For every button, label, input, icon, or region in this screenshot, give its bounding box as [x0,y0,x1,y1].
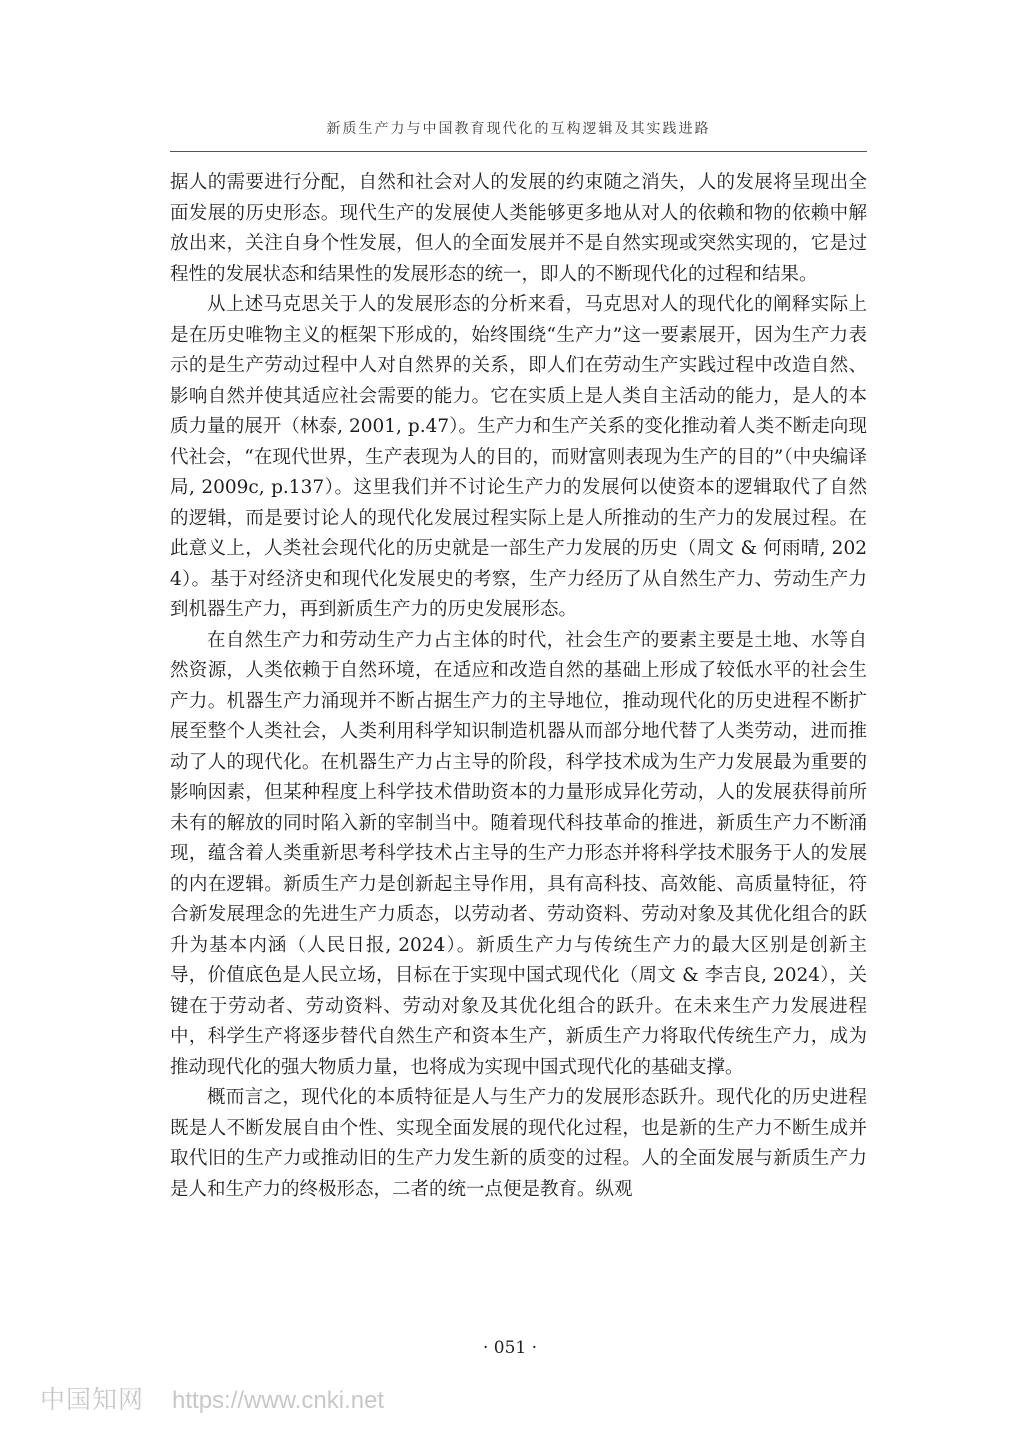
body-text [170,168,867,1205]
page-number: · 051 · [482,1338,538,1358]
paragraph-productivity-history: 在自然生产力和劳动生产力占主体的时代，社会生产的要素主要是土地、水等自然资源，人类依赖于自然环境，在适应和改造自然的基础上形成了较低水平的社会生产力。机器生产力涌现并不断占据生产力的主导地位，推动现代化的历史进程不断扩展至整个人类社会，人类利用科学知识制造机器从而部分地代替了人类劳动，进而推动了人的现代化。在机器生产力占主导的阶段，科学技术成为生产力发展最为重要的影响因素，但某种程度上科学技术借助资本的力量形成异化劳动，人的发展获得前所未有的解放的同时陷入新的宰制当中。随着现代科技革命的推进，新质生产力不断涌现，蕴含着人类重新思考科学技术占主导的生产力形态并将科学技术服务于人的发展的内在逻辑。新质生产力是创新起主导作用，具有高科技、高效能、高质量特征，符合新发展理念的先进生产力质态，以劳动者、劳动资料、劳动对象及其优化组合的跃升为基本内涵（人民日报, 2024）。新质生产力与传统生产力的最大区别是创新主导，价值底色是人民立场，目标在于实现中国式现代化（周文 & 李吉良, 2024），关键在于劳动者、劳动资料、劳动对象及其优化组合的跃升。在未来生产力发展进程中，科学生产将逐步替代自然生产和资本生产，新质生产力将取代传统生产力，成为推动现代化的强大物质力量，也将成为实现中国式现代化的基础支撑。 [170,629,867,1078]
cnki-url[interactable]: https://www.cnki.net [172,1387,385,1414]
paragraph-summary: 概而言之，现代化的本质特征是人与生产力的发展形态跃升。现代化的历史进程既是人不断发展自由个性、实现全面发展的现代化过程，也是新的生产力不断生成并取代旧的生产力或推动旧的生产力发生新的质变的过程。人的全面发展与新质生产力是人和生产力的终极形态，二者的统一点便是教育。纵观 [170,1087,867,1200]
cnki-logo: 中国知网 [40,1385,145,1414]
header-divider [170,151,867,152]
running-header: 新质生产力与中国教育现代化的互构逻辑及其实践进路 [326,121,711,137]
cnki-watermark [40,1380,384,1416]
paragraph-continued: 据人的需要进行分配，自然和社会对人的发展的约束随之消失，人的发展将呈现出全面发展的历史形态。现代生产的发展使人类能够更多地从对人的依赖和物的依赖中解放出来，关注自身个性发展，但人的全面发展并不是自然实现或突然实现的，它是过程性的发展状态和结果性的发展形态的统一，即人的不断现代化的过程和结果。 [170,172,867,285]
paragraph-marx-productivity: 从上述马克思关于人的发展形态的分析来看，马克思对人的现代化的阐释实际上是在历史唯物主义的框架下形成的，始终围绕“生产力”这一要素展开，因为生产力表示的是生产劳动过程中人对自然界的关系，即人们在劳动生产实践过程中改造自然、影响自然并使其适应社会需要的能力。它在实质上是人类自主活动的能力，是人的本质力量的展开（林泰, 2001, p.47）。生产力和生产关系的变化推动着人类不断走向现代社会，“在现代世界，生产表现为人的目的，而财富则表现为生产的目的”（中央编译局, 2009c, p.137）。这里我们并不讨论生产力的发展何以使资本的逻辑取代了自然的逻辑，而是要讨论人的现代化发展过程实际上是人所推动的生产力的发展过程。在此意义上，人类社会现代化的历史就是一部生产力发展的历史（周文 & 何雨晴, 2024）。基于对经济史和现代化发展史的考察，生产力经历了从自然生产力、劳动生产力到机器生产力，再到新质生产力的历史发展形态。 [170,294,867,620]
